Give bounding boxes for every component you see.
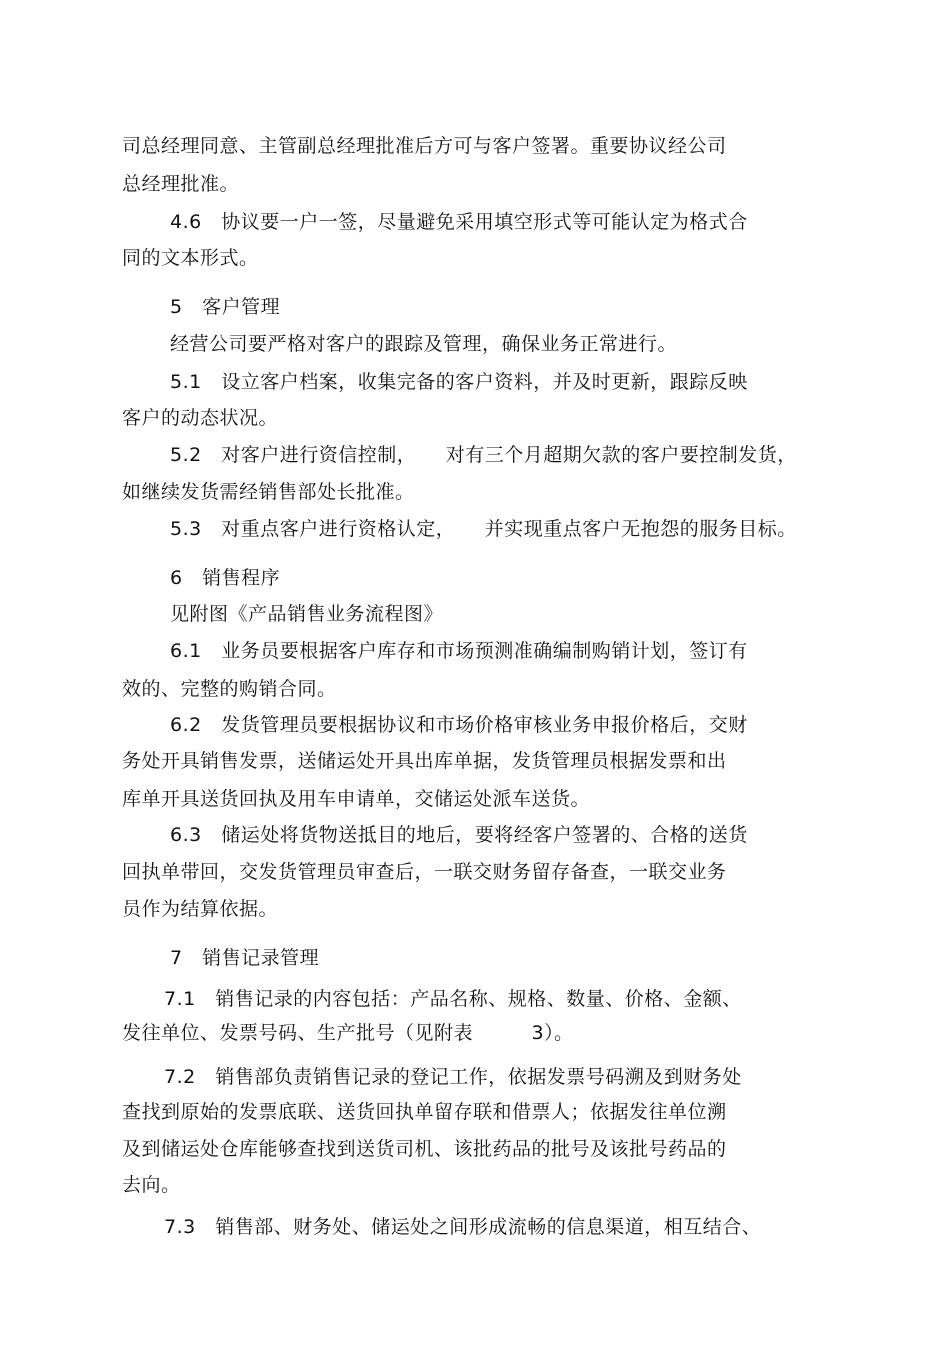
section-5-1-line: 5.1 设立客户档案，收集完备的客户资料，并及时更新，跟踪反映 [170, 371, 748, 393]
text-line: 经营公司要严格对客户的跟踪及管理，确保业务正常进行。 [170, 333, 678, 355]
section-6-1-line: 6.1 业务员要根据客户库存和市场预测准确编制购销计划，签订有 [170, 640, 748, 662]
text-line: 员作为结算依据。 [122, 898, 279, 920]
text-line: 总经理批准。 [122, 173, 240, 195]
section-6-2-line: 6.2 发货管理员要根据协议和市场价格审核业务申报价格后，交财 [170, 714, 748, 736]
text-line: 客户的动态状况。 [122, 407, 279, 429]
text-line: 查找到原始的发票底联、送货回执单留存联和借票人；依据发往单位溯 [122, 1101, 727, 1123]
text-line: 效的、完整的购销合同。 [122, 678, 337, 700]
section-7-3-line: 7.3 销售部、财务处、储运处之间形成流畅的信息渠道，相互结合、 [164, 1216, 762, 1238]
section-4-6-line: 4.6 协议要一户一签，尽量避免采用填空形式等可能认定为格式合 [170, 211, 748, 233]
section-heading-6: 6 销售程序 [170, 567, 281, 589]
section-heading-7: 7 销售记录管理 [170, 947, 320, 969]
text-line: 及到储运处仓库能够查找到送货司机、该批药品的批号及该批号药品的 [122, 1138, 727, 1160]
text-line: 库单开具送货回执及用车申请单，交储运处派车送货。 [122, 788, 591, 810]
text-line: 发往单位、发票号码、生产批号（见附表 3）。 [122, 1022, 574, 1044]
text-line: 司总经理同意、主管副总经理批准后方可与客户签署。重要协议经公司 [122, 135, 727, 157]
text-line: 去向。 [122, 1174, 181, 1196]
text-line: 同的文本形式。 [122, 247, 259, 269]
section-heading-5: 5 客户管理 [170, 296, 281, 318]
text-line: 务处开具销售发票，送储运处开具出库单据，发货管理员根据发票和出 [122, 750, 727, 772]
text-line: 回执单带回，交发货管理员审查后，一联交财务留存备查，一联交业务 [122, 861, 727, 883]
section-5-2-line: 5.2 对客户进行资信控制， 对有三个月超期欠款的客户要控制发货， [170, 444, 797, 466]
section-6-3-line: 6.3 储运处将货物送抵目的地后，要将经客户签署的、合格的送货 [170, 824, 748, 846]
section-7-2-line: 7.2 销售部负责销售记录的登记工作，依据发票号码溯及到财务处 [164, 1066, 742, 1088]
section-7-1-line: 7.1 销售记录的内容包括：产品名称、规格、数量、价格、金额、 [164, 988, 742, 1010]
section-5-3-line: 5.3 对重点客户进行资格认定， 并实现重点客户无抱怨的服务目标。 [170, 518, 797, 540]
text-line: 如继续发货需经销售部处长批准。 [122, 481, 415, 503]
text-line: 见附图《产品销售业务流程图》 [170, 603, 444, 625]
